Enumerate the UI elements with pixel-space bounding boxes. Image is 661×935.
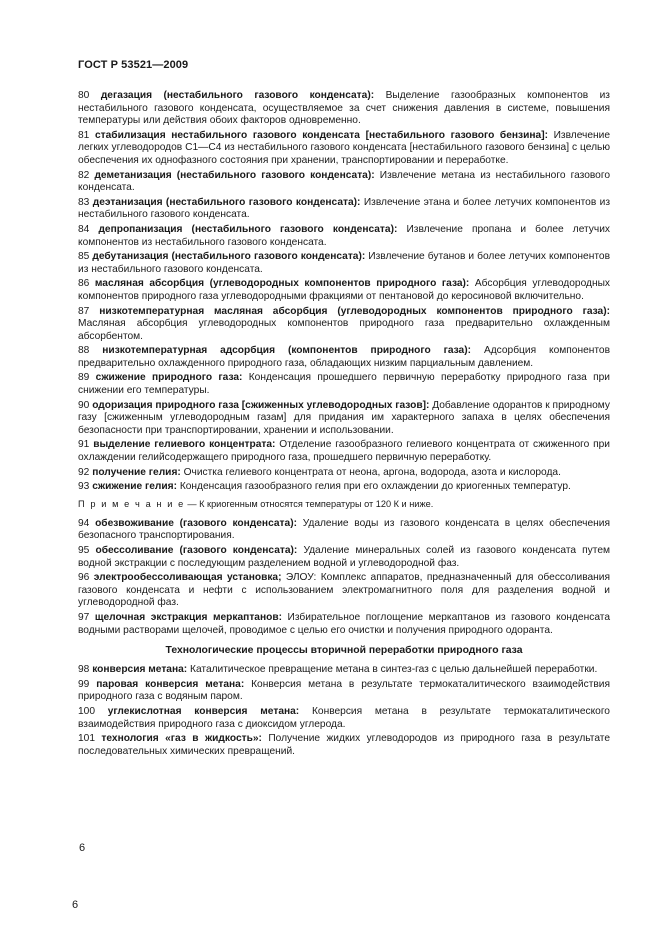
term-entry	[78, 251, 610, 276]
term-definition: ЭЛОУ: Комплекс аппаратов, предназначенный для обессоливания газового конденсата и нефти с использованием электромагнитного поля для разделения водной и углеводородной фаз.	[78, 572, 610, 609]
term-number: 100	[78, 705, 95, 717]
term-name: получение гелия:	[92, 466, 181, 478]
term-number: 89	[78, 372, 90, 384]
term-name: сжижение природного газа:	[95, 372, 243, 384]
term-entry	[78, 278, 610, 303]
term-name: обессоливание (газового конденсата):	[95, 545, 298, 556]
term-entry	[78, 306, 610, 344]
term-definition: Абсорбция углеводородных компонентов природного газа углеводородными фракциями от пентановой до керосиновой включительно.	[78, 278, 610, 302]
section-title: Технологические процессы вторичной переработки природного газа	[165, 645, 523, 657]
term-entry	[78, 706, 610, 731]
term-name: дебутанизация (нестабильного газового конденсата):	[92, 251, 366, 263]
term-name: деэтанизация (нестабильного газового конденсата):	[92, 196, 361, 208]
term-entry	[78, 345, 610, 370]
term-name: электрообессоливающая установка;	[93, 572, 282, 584]
term-name: паровая конверсия метана:	[96, 678, 245, 690]
term-name: обезвоживание (газового конденсата):	[95, 517, 297, 529]
term-number: 93	[78, 481, 90, 493]
entries-group-b	[78, 518, 610, 637]
term-number: 90	[78, 399, 90, 411]
term-definition: Извлечение этана и более летучих компонентов из нестабильного газового конденсата.	[78, 196, 611, 221]
term-entry	[78, 372, 610, 397]
term-number: 85	[78, 251, 90, 263]
term-definition: Удаление воды из газового конденсата в целях обеспечения безопасного транспортирования.	[78, 517, 610, 542]
term-definition: Избирательное поглощение меркаптанов из газового конденсата водными растворами щелочей, проводимое с целью его очистки и получения природного одоранта.	[78, 611, 610, 636]
term-number: 98	[78, 664, 90, 676]
term-number: 94	[78, 517, 90, 529]
term-entry	[78, 572, 610, 610]
term-name: масляная абсорбция (углеводородных компонентов природного газа):	[94, 278, 470, 290]
term-number: 86	[78, 278, 90, 290]
term-definition: Получение жидких углеводородов из природного газа в результате последовательных химических превращений.	[78, 733, 610, 757]
term-definition: Конверсия метана в результате термокаталитического взаимодействия природного газа с водяным паром.	[78, 678, 610, 703]
term-number: 84	[78, 223, 90, 235]
term-entry	[78, 400, 610, 438]
term-number: 81	[78, 129, 90, 141]
term-definition: Отделение газообразного гелиевого концентрата от сжиженного при охлаждении гелийсодержащего природного газа, прошедшего первичную переработку.	[78, 439, 610, 464]
term-number: 88	[78, 345, 90, 357]
term-name: низкотемпературная адсорбция (компонентов природного газа):	[102, 345, 472, 357]
term-number: 95	[78, 545, 90, 556]
term-number: 92	[78, 466, 90, 478]
term-definition: Извлечение бутанов и более летучих компонентов из нестабильного газового конденсата.	[78, 251, 610, 275]
term-number: 101	[78, 733, 95, 745]
note	[78, 498, 610, 510]
term-definition: Извлечение пропана и более летучих компонентов из нестабильного газового конденсата.	[78, 223, 610, 248]
term-name: щелочная экстракция меркаптанов:	[94, 611, 282, 623]
note-text: — К криогенным относятся температуры от 120 К и ниже.	[184, 498, 434, 509]
term-name: стабилизация нестабильного газового конденсата [нестабильного газового бензина]:	[94, 129, 548, 141]
term-number: 97	[78, 611, 90, 623]
term-entry	[78, 170, 610, 195]
term-number: 80	[78, 90, 90, 101]
term-definition: Каталитическое превращение метана в синтез-газ с целью дальнейшей переработки.	[187, 664, 598, 676]
term-entry	[78, 130, 610, 168]
term-number: 87	[78, 305, 90, 317]
term-definition: Удаление минеральных солей из газового конденсата путем водной экстракции с последующим разделением водной и углеводородной фаз.	[78, 545, 610, 569]
term-entry	[78, 664, 610, 677]
standard-header: ГОСТ Р 53521—2009	[78, 59, 189, 71]
term-entry	[78, 733, 610, 758]
term-definition: Конденсация газообразного гелия при его охлаждении до криогенных температур.	[177, 481, 571, 493]
term-name: конверсия метана:	[92, 664, 188, 676]
term-definition: Конверсия метана в результате термокаталитического взаимодействия природного газа с диоксидом углерода.	[78, 705, 610, 730]
term-name: деметанизация (нестабильного газового конденсата):	[94, 169, 375, 181]
term-number: 83	[78, 196, 90, 208]
term-number: 99	[78, 678, 90, 690]
term-entry	[78, 679, 610, 704]
entries-group-c	[78, 664, 610, 758]
term-name: технология «газ в жидкость»:	[101, 733, 262, 745]
term-definition: Адсорбция компонентов предварительно охлажденного природного газа, обладающих низким парциальным давлением.	[78, 345, 610, 369]
term-entry	[78, 518, 610, 543]
term-definition: Очистка гелиевого концентрата от неона, аргона, водорода, азота и кислорода.	[180, 466, 561, 478]
term-definition: Конденсация прошедшего первичную переработку природного газа при снижении его температуры.	[78, 372, 610, 397]
term-entry	[78, 439, 610, 464]
document-body	[78, 90, 610, 760]
term-name: депропанизация (нестабильного газового конденсата):	[98, 223, 398, 235]
note-label: П р и м е ч а н и е	[78, 498, 185, 509]
entries-group-a	[78, 90, 610, 494]
term-definition: Извлечение легких углеводородов C1—C4 из нестабильного газового конденсата [нестабильного газового бензина] с целью обеспечения их однофазного состояния при хранении, транспортировании и переработке.	[78, 129, 610, 166]
term-number: 91	[78, 439, 90, 451]
term-entry	[78, 197, 610, 222]
term-definition: Масляная абсорбция углеводородных компонентов природного газа предварительно охлажденным абсорбентом.	[78, 318, 610, 342]
term-entry	[78, 90, 610, 128]
term-entry	[78, 612, 610, 637]
term-entry	[78, 545, 610, 570]
term-name: углекислотная конверсия метана:	[107, 705, 300, 717]
term-name: низкотемпературная масляная абсорбция (углеводородных компонентов природного газа):	[99, 305, 610, 317]
footer-page-number: 6	[72, 899, 79, 911]
term-entry	[78, 224, 610, 249]
page-number: 6	[79, 842, 86, 854]
term-number: 82	[78, 169, 90, 181]
term-name: одоризация природного газа [сжиженных углеводородных газов]:	[92, 399, 430, 411]
term-name: выделение гелиевого концентрата:	[93, 439, 276, 451]
term-definition: Выделение газообразных компонентов из нестабильного газового конденсата, осуществляемое за счет снижения давления в системе, повышения температуры или действия обоих факторов одновременно.	[78, 90, 610, 127]
term-number: 96	[78, 572, 90, 584]
term-entry	[78, 467, 610, 480]
term-definition: Добавление одорантов к природному газу [сжиженным углеводородным газам] для придания им характерного запаха в целях обеспечения безопасности при транспортировании, хранении и использовании.	[78, 399, 610, 436]
term-entry	[78, 481, 610, 494]
term-name: дегазация (нестабильного газового конденсата):	[100, 90, 375, 101]
term-definition: Извлечение метана из нестабильного газового конденсата.	[78, 169, 610, 194]
term-name: сжижение гелия:	[92, 481, 177, 493]
